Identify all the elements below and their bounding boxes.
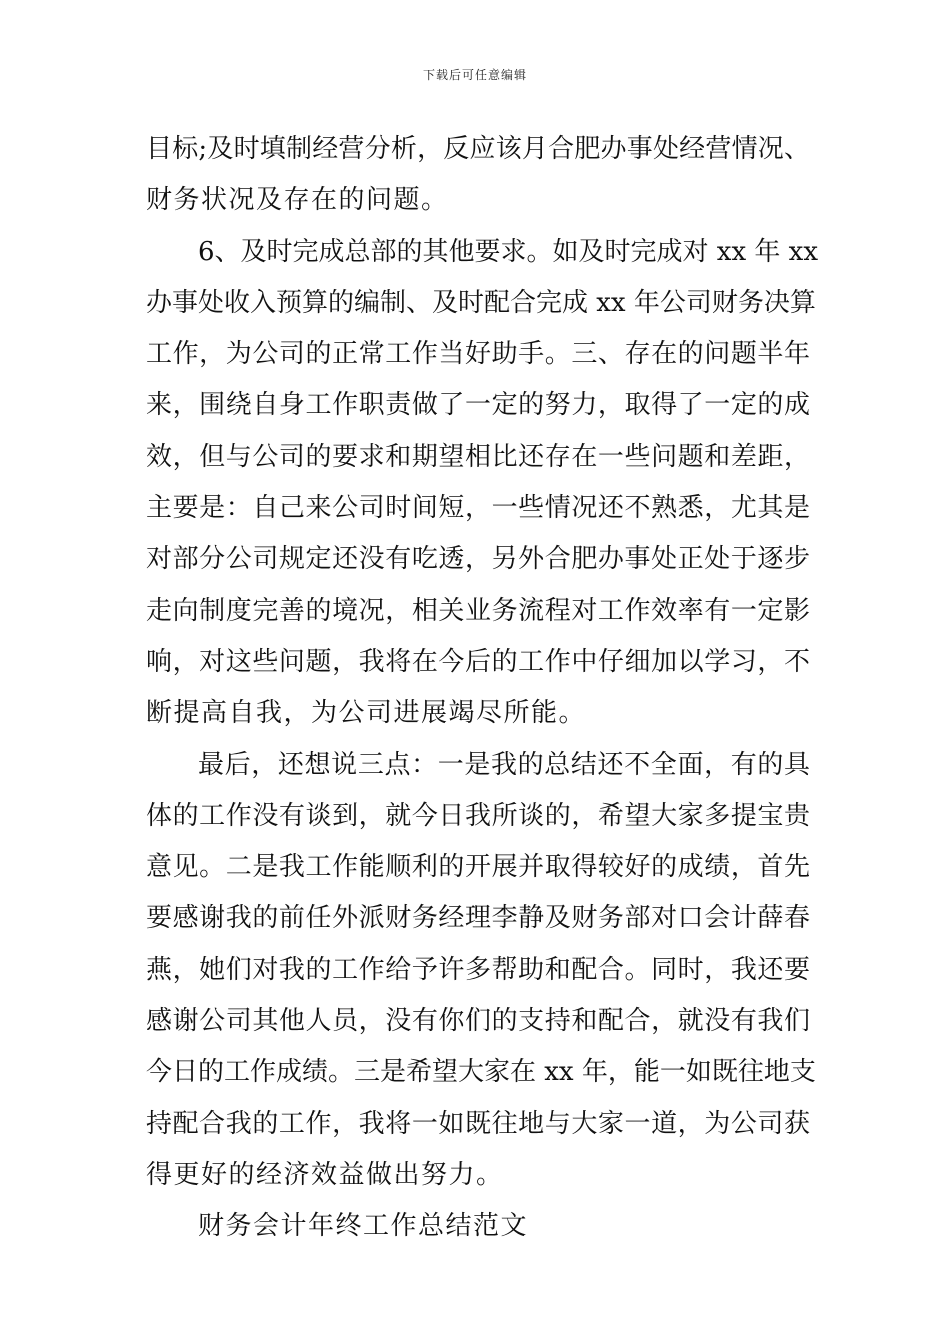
header-note: 下载后可任意编辑 — [422, 68, 527, 82]
text-line: 6、及时完成总部的其他要求。如及时完成对 xx 年 xx — [198, 236, 818, 267]
section-title: 财务会计年终工作总结范文 — [198, 1211, 529, 1242]
text-line: 持配合我的工作，我将一如既往地与大家一道，为公司获 — [146, 1108, 810, 1139]
text-line: 意见。二是我工作能顺利的开展并取得较好的成绩，首先 — [146, 852, 810, 883]
document-body — [146, 128, 818, 1257]
text-line: 体的工作没有谈到，就今日我所谈的，希望大家多提宝贵 — [146, 800, 810, 831]
text-line: 燕，她们对我的工作给予许多帮助和配合。同时，我还要 — [146, 954, 810, 985]
text-line: 今日的工作成绩。三是希望大家在 xx 年，能一如既往地支 — [146, 1057, 816, 1088]
text-line: 财务状况及存在的问题。 — [146, 185, 449, 216]
text-line: 断提高自我，为公司进展竭尽所能。 — [146, 698, 587, 729]
text-line: 主要是：自己来公司时间短，一些情况还不熟悉，尤其是 — [146, 493, 810, 524]
text-line: 对部分公司规定还没有吃透，另外合肥办事处正处于逐步 — [146, 544, 810, 575]
text-line: 效，但与公司的要求和期望相比还存在一些问题和差距， — [146, 441, 810, 472]
text-line: 响，对这些问题，我将在今后的工作中仔细加以学习，不 — [146, 646, 810, 677]
text-line: 要感谢我的前任外派财务经理李静及财务部对口会计薛春 — [146, 903, 810, 934]
text-line: 目标;及时填制经营分析，反应该月合肥办事处经营情况、 — [146, 134, 810, 164]
text-line: 走向制度完善的境况，相关业务流程对工作效率有一定影 — [146, 595, 810, 626]
text-line: 感谢公司其他人员，没有你们的支持和配合，就没有我们 — [146, 1006, 810, 1037]
text-line: 工作，为公司的正常工作当好助手。三、存在的问题半年 — [146, 339, 810, 370]
text-line: 最后，还想说三点：一是我的总结还不全面，有的具 — [198, 749, 810, 780]
text-line: 来，围绕自身工作职责做了一定的努力，取得了一定的成 — [146, 390, 810, 421]
text-line: 得更好的经济效益做出努力。 — [146, 1159, 504, 1190]
text-line: 办事处收入预算的编制、及时配合完成 xx 年公司财务决算 — [146, 287, 816, 318]
